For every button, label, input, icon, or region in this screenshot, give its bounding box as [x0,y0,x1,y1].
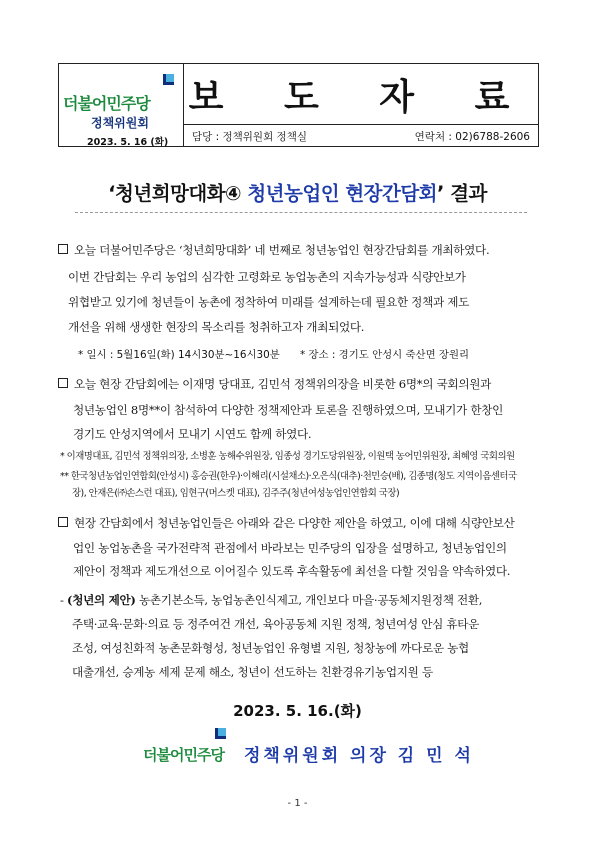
headline-part2: 청년농업인 현장간담회 [247,182,438,205]
contact-person: 담당 : 정책위원회 정책실 [192,130,307,143]
footer-party-logo-text: 더불어민주당 [143,746,224,764]
header-box [58,63,539,147]
paragraph-1-line-3: 위협받고 있기에 청년들이 농촌에 정착하여 미래를 설계하는데 필요한 정책과 제도 [68,295,470,309]
footnote-1: * 이재명대표, 김민석 정책위의장, 소병훈 농해수위원장, 임종성 경기도당위원장, 이원택 농어민위원장, 최혜영 국회의원 [60,451,515,462]
paragraph-2-line-2: 청년농업인 8명**이 참석하여 다양한 정책제안과 토론을 진행하였으며, 모내기가 한창인 [73,403,504,417]
checkbox-bullet-icon [58,517,68,527]
proposals-line-3: 조성, 여성친화적 농촌문화형성, 청년농업인 유형별 지원, 청창농에 까다로운 농협 [72,641,469,655]
party-logo-text: 더불어민주당 [63,94,150,113]
footnote-2: ** 한국청년농업인연합회(안성시) 홍승권(한우)·이해리(시설채소)·오은식(대추)·천민승(배), 김종명(청도 지역이음센터국 [60,471,517,482]
paragraph-3-line-1: 현장 간담회에서 청년농업인들은 아래와 같은 다양한 제안을 하였고, 이에 대해 식량안보산 [74,516,515,530]
paragraph-1-line-1: 오늘 더불어민주당은 ‘청년희망대화’ 네 번째로 청년농업인 현장간담회를 개최하였다. [74,243,490,257]
headline [0,178,595,206]
proposals-label: (청년의 제안) [67,593,136,607]
page-number: - 1 - [287,798,308,809]
paragraph-1 [58,240,489,261]
paragraph-1-line-2: 이번 간담회는 우리 농업의 심각한 고령화로 농업농촌의 지속가능성과 식량안보가 [68,270,466,284]
signature: 정책위원회 의장 김 민 석 [244,746,474,766]
proposals-line-4: 대출개선, 승계농 세제 문제 해소, 청년이 선도하는 친환경유기농업지원 등 [72,665,433,679]
contact-row [184,125,538,147]
proposals [60,590,482,611]
event-time: * 일시 : 5월16일(화) 14시30분~16시30분 [78,349,280,361]
committee-name: 정책위원회 [91,116,149,130]
paragraph-2-line-3: 경기도 안성지역에서 모내기 시연도 함께 하였다. [73,427,312,441]
header-date: 2023. 5. 16 (화) [87,137,169,148]
checkbox-bullet-icon [58,378,68,388]
headline-divider [75,212,527,213]
paragraph-3 [58,513,515,534]
paragraph-3-line-3: 제안이 정책과 제도개선으로 이어질수 있도록 후속활동에 최선을 다할 것임을 약속하였다. [73,564,511,578]
footnote-2-line-2: 장), 안재은(㈜손스런 대표), 임현구(머스켓 대표), 김주주(청년여성농업인연합회 국장) [72,488,400,499]
headline-part1: ‘청년희망대화④ [108,182,248,205]
proposals-dash: - [60,593,68,607]
paragraph-3-line-2: 업인 농업농촌을 국가전략적 관점에서 바라보는 민주당의 입장을 설명하고, 청년농업인의 [73,541,507,555]
contact-phone: 연락처 : 02)6788-2606 [414,130,530,143]
party-logo-icon [163,74,174,88]
event-place: * 장소 : 경기도 안성시 죽산면 장원리 [300,349,470,361]
party-logo-icon [215,728,226,742]
release-date: 2023. 5. 16.(화) [233,702,362,720]
header-logo-cell [59,64,184,146]
proposals-line-1: 농촌기본소득, 농업농촌인식제고, 개인보다 마을·공동체지원정책 전환, [135,593,483,607]
paragraph-2 [58,374,491,395]
paragraph-1-line-4: 개선을 위해 생생한 현장의 목소리를 청취하고자 개최되었다. [68,320,365,334]
headline-part3: ’ 결과 [437,182,487,205]
paragraph-2-line-1: 오늘 현장 간담회에는 이재명 당대표, 김민석 정책위의장을 비롯한 6명*의 국회의원과 [74,377,492,391]
proposals-line-2: 주택·교육·문화·의료 등 정주여건 개선, 육아공동체 지원 정책, 청년여성 안심 휴타운 [72,617,480,631]
page-title: 보 도 자 료 [184,64,538,125]
checkbox-bullet-icon [58,244,68,254]
